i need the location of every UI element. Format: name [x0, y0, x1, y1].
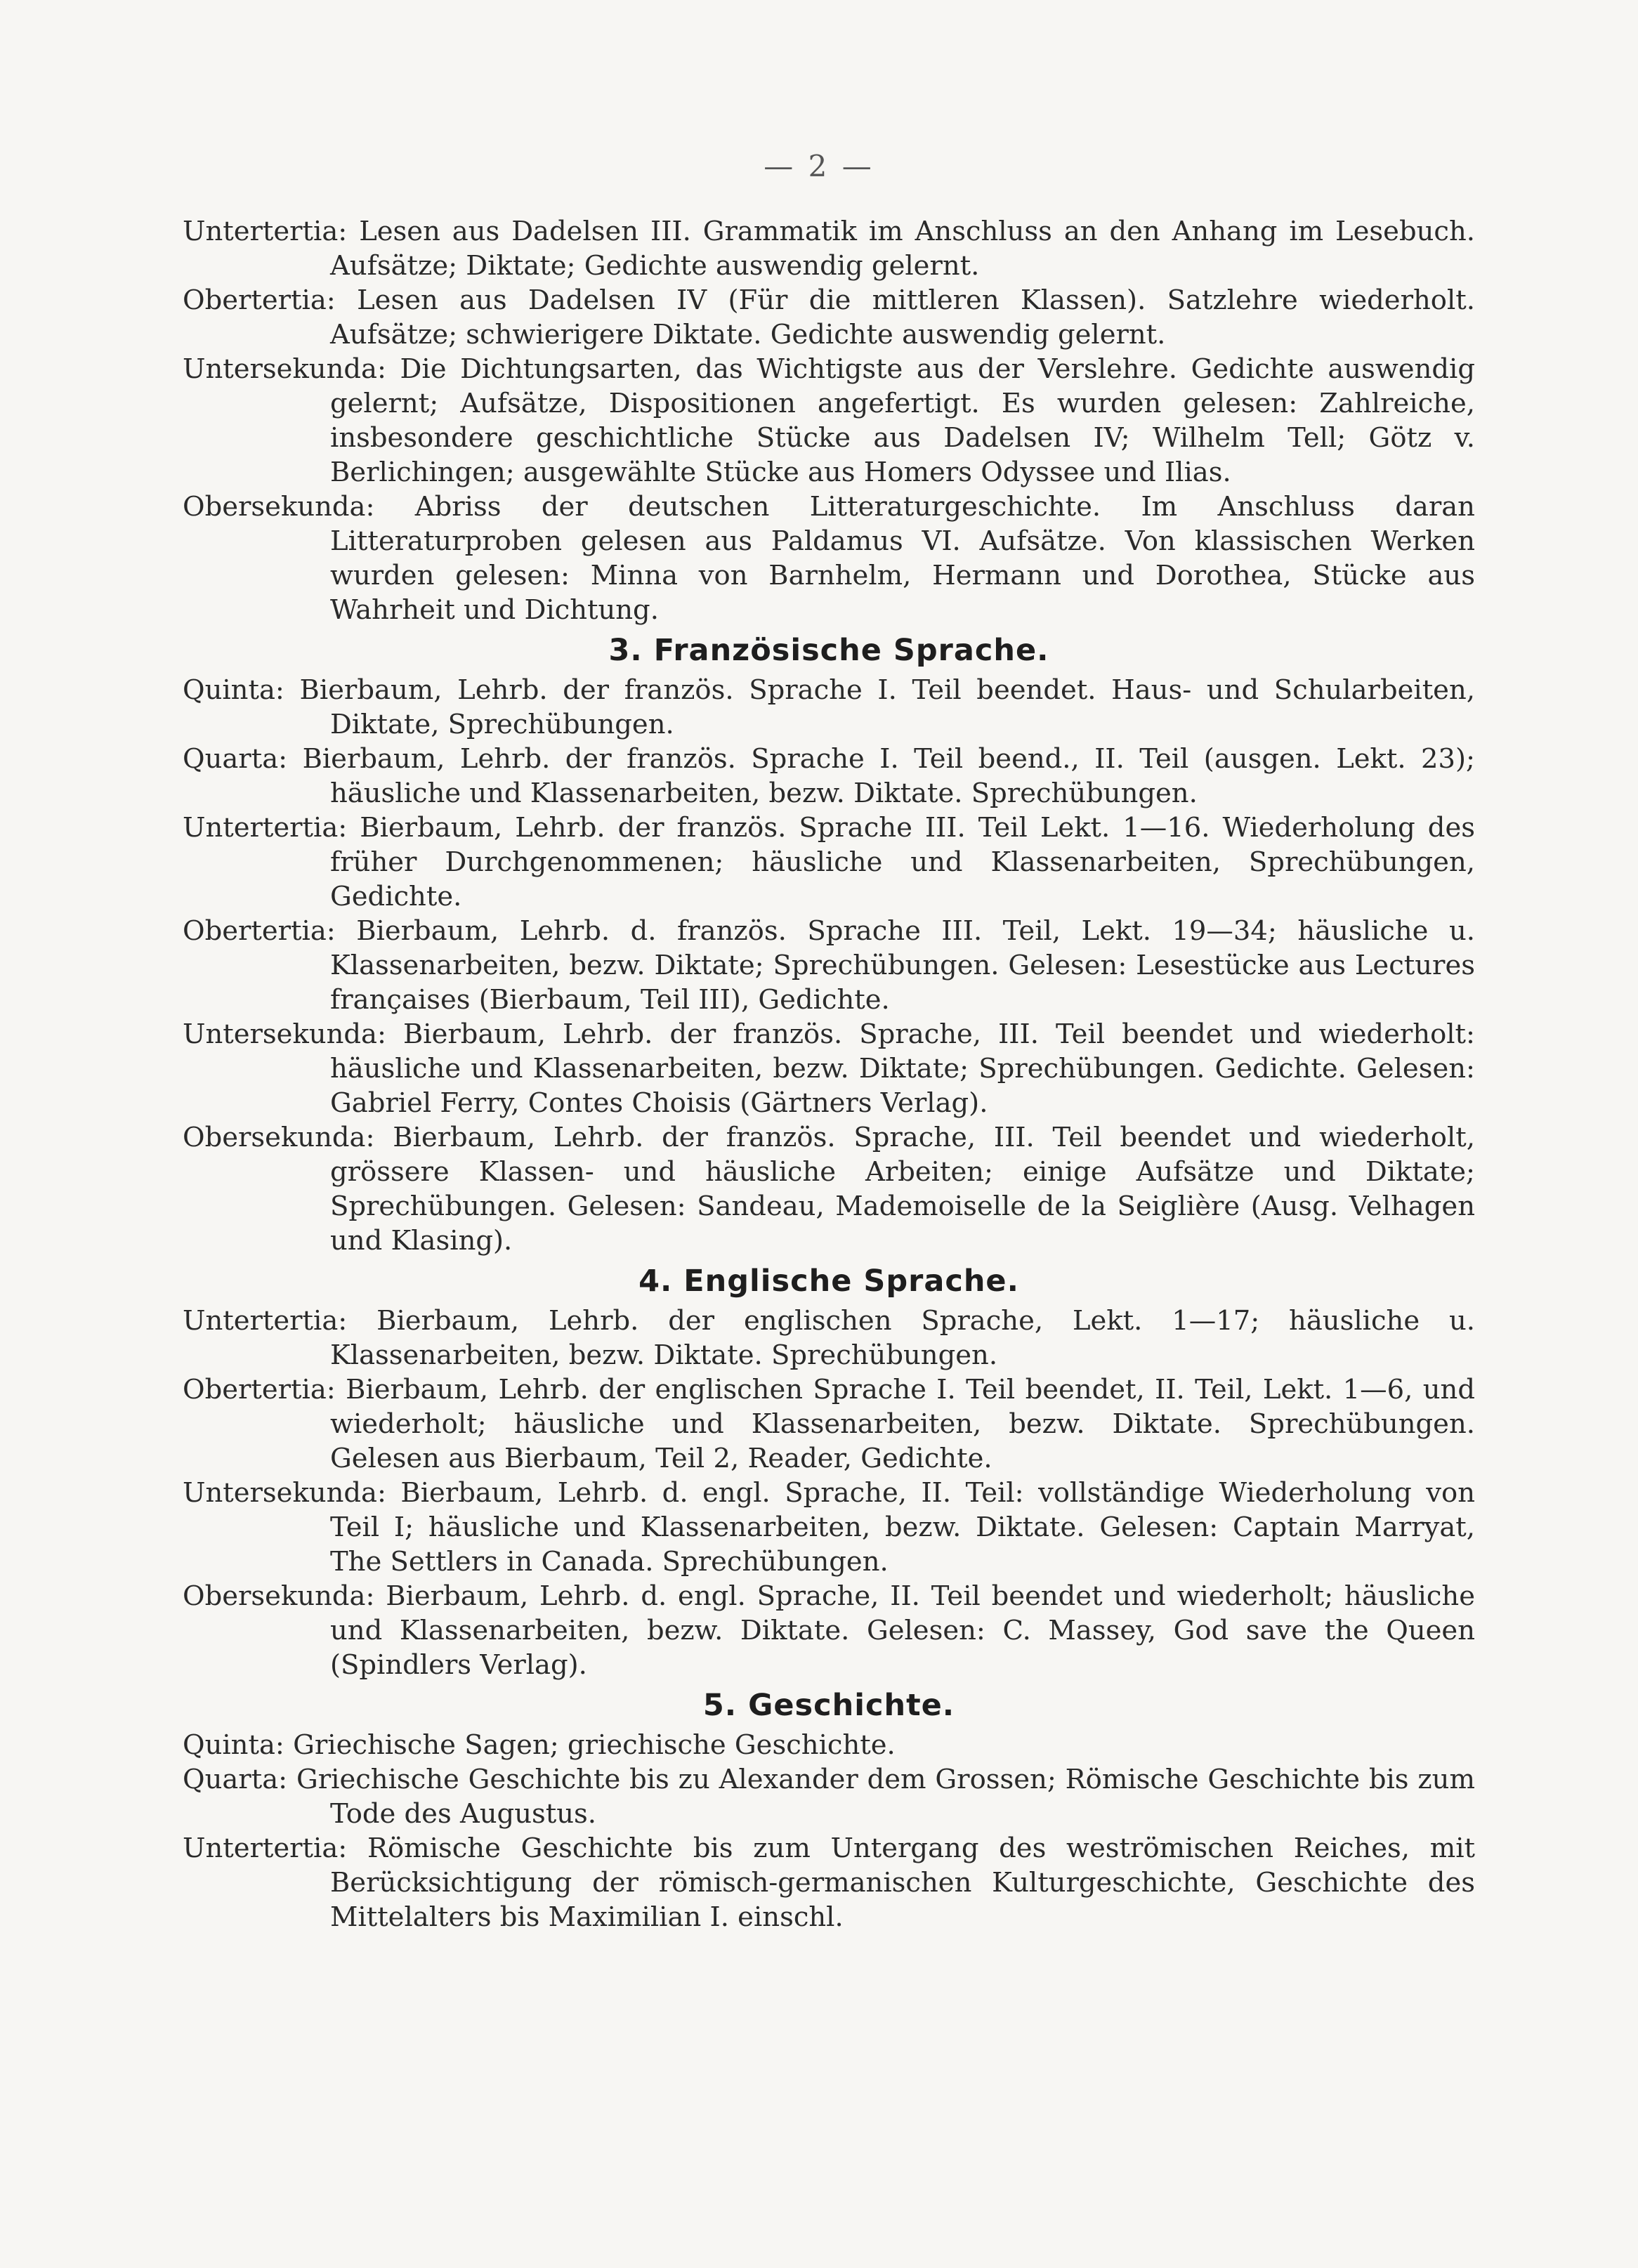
section-geschichte [183, 1686, 1475, 1934]
page-content [183, 214, 1475, 1934]
entry-label: Untersekunda: [183, 1477, 386, 1509]
entry-label: Obertertia: [183, 915, 336, 947]
entry-text: Bierbaum, Lehrb. d. engl. Sprache, II. Teil: vollständige Wiederholung von Teil I; häusliche und Klassenarbeiten, bezw. Diktate. Gelesen: Captain Marryat, The Settlers in Canada. Sprechübungen. [330, 1477, 1475, 1578]
entry-label: Quarta: [183, 1764, 288, 1795]
entry-label: Quinta: [183, 1729, 284, 1761]
entry-untersekunda [183, 352, 1475, 490]
entry-obersekunda [183, 490, 1475, 627]
entry-text: Lesen aus Dadelsen III. Grammatik im Anschluss an den Anhang im Lesebuch. Aufsätze; Diktate; Gedichte auswendig gelernt. [330, 216, 1475, 282]
entry-label: Untersekunda: [183, 353, 386, 385]
entry-quinta [183, 673, 1475, 742]
section-franzoesisch [183, 631, 1475, 1258]
section-heading: 5. Geschichte. [702, 1688, 955, 1723]
entry-text: Bierbaum, Lehrb. der französ. Sprache, III. Teil beendet und wiederholt: häusliche und Klassenarbeiten, bezw. Diktate; Sprechübungen. Gedichte. Gelesen: Gabriel Ferry, Contes Choisis (Gärtners Verlag). [330, 1018, 1475, 1119]
entry-untersekunda [183, 1017, 1475, 1120]
entry-text: Bierbaum, Lehrb. der französ. Sprache III. Teil Lekt. 1—16. Wiederholung des früher Durchgenommenen; häusliche und Klassenarbeiten, Sprechübungen, Gedichte. [330, 812, 1475, 912]
entry-text: Griechische Sagen; griechische Geschichte. [293, 1729, 896, 1761]
entry-text: Römische Geschichte bis zum Untergang des weströmischen Reiches, mit Berücksichtigung der römisch-germanischen Kulturgeschichte, Geschichte des Mittelalters bis Maximilian I. einschl. [330, 1833, 1475, 1933]
entry-untertertia [183, 1304, 1475, 1372]
entry-text: Griechische Geschichte bis zu Alexander dem Grossen; Römische Geschichte bis zum Tode des Augustus. [296, 1764, 1475, 1830]
entry-text: Lesen aus Dadelsen IV (Für die mittleren Klassen). Satzlehre wiederholt. Aufsätze; schwierigere Diktate. Gedichte auswendig gelernt. [330, 284, 1475, 350]
entry-text: Die Dichtungsarten, das Wichtigste aus der Verslehre. Gedichte auswendig gelernt; Aufsätze, Dispositionen angefertigt. Es wurden gelesen: Zahlreiche, insbesondere geschichtliche Stücke aus Dadelsen IV; Wilhelm Tell; Götz v. Berlichingen; ausgewählte Stücke aus Homers Odyssee und Ilias. [330, 353, 1475, 488]
entry-text: Bierbaum, Lehrb. der englischen Sprache, Lekt. 1—17; häusliche u. Klassenarbeiten, bezw. Diktate. Sprechübungen. [330, 1305, 1476, 1371]
page-number: — 2 — [764, 149, 874, 183]
entry-untertertia [183, 214, 1475, 283]
entry-quarta [183, 742, 1475, 811]
section-heading: 3. Französische Sprache. [608, 633, 1049, 668]
entry-untersekunda [183, 1476, 1475, 1579]
entry-text: Bierbaum, Lehrb. d. französ. Sprache III. Teil, Lekt. 19—34; häusliche u. Klassenarbeiten, bezw. Diktate; Sprechübungen. Gelesen: Lesestücke aus Lectures françaises (Bierbaum, Teil III), Gedichte. [330, 915, 1475, 1016]
entry-obersekunda [183, 1579, 1475, 1682]
section-deutsch-continued [183, 214, 1475, 627]
entry-obertertia [183, 914, 1475, 1017]
entry-untertertia [183, 811, 1475, 914]
entry-label: Obersekunda: [183, 491, 375, 523]
entry-label: Quinta: [183, 674, 284, 706]
entry-text: Bierbaum, Lehrb. der französ. Sprache I. Teil beend., II. Teil (ausgen. Lekt. 23); häusliche und Klassenarbeiten, bezw. Diktate. Sprechübungen. [302, 743, 1476, 809]
entry-text: Bierbaum, Lehrb. der französ. Sprache, III. Teil beendet und wiederholt, grössere Klassen- und häusliche Arbeiten; einige Aufsätze und Diktate; Sprechübungen. Gelesen: Sandeau, Mademoiselle de la Seiglière (Ausg. Velhagen und Klasing). [330, 1122, 1475, 1257]
entry-untertertia [183, 1831, 1475, 1934]
entry-label: Obersekunda: [183, 1122, 375, 1153]
entry-label: Untertertia: [183, 812, 348, 844]
entry-text: Bierbaum, Lehrb. der englischen Sprache I. Teil beendet, II. Teil, Lekt. 1—6, und wiederholt; häusliche und Klassenarbeiten, bezw. Diktate. Sprechübungen. Gelesen aus Bierbaum, Teil 2, Reader, Gedichte. [330, 1374, 1475, 1474]
entry-quarta [183, 1762, 1475, 1831]
entry-quinta [183, 1728, 1475, 1762]
section-englisch [183, 1261, 1475, 1682]
entry-text: Bierbaum, Lehrb. der französ. Sprache I. Teil beendet. Haus- und Schularbeiten, Diktate, Sprechübungen. [299, 674, 1475, 740]
entry-label: Untertertia: [183, 216, 348, 247]
entry-label: Untersekunda: [183, 1018, 386, 1050]
entry-label: Untertertia: [183, 1305, 348, 1337]
entry-obertertia [183, 1372, 1475, 1476]
entry-label: Obertertia: [183, 1374, 336, 1405]
entry-text: Abriss der deutschen Litteraturgeschichte. Im Anschluss daran Litteraturproben gelesen aus Paldamus VI. Aufsätze. Von klassischen Werken wurden gelesen: Minna von Barnhelm, Hermann und Dorothea, Stücke aus Wahrheit und Dichtung. [330, 491, 1475, 626]
entry-label: Quarta: [183, 743, 288, 775]
entry-obertertia [183, 283, 1475, 352]
section-heading: 4. Englische Sprache. [638, 1264, 1019, 1299]
entry-label: Obertertia: [183, 284, 336, 316]
entry-text: Bierbaum, Lehrb. d. engl. Sprache, II. Teil beendet und wiederholt; häusliche und Klassenarbeiten, bezw. Diktate. Gelesen: C. Massey, God save the Queen (Spindlers Verlag). [330, 1580, 1475, 1681]
entry-obersekunda [183, 1120, 1475, 1258]
entry-label: Untertertia: [183, 1833, 348, 1864]
entry-label: Obersekunda: [183, 1580, 375, 1612]
